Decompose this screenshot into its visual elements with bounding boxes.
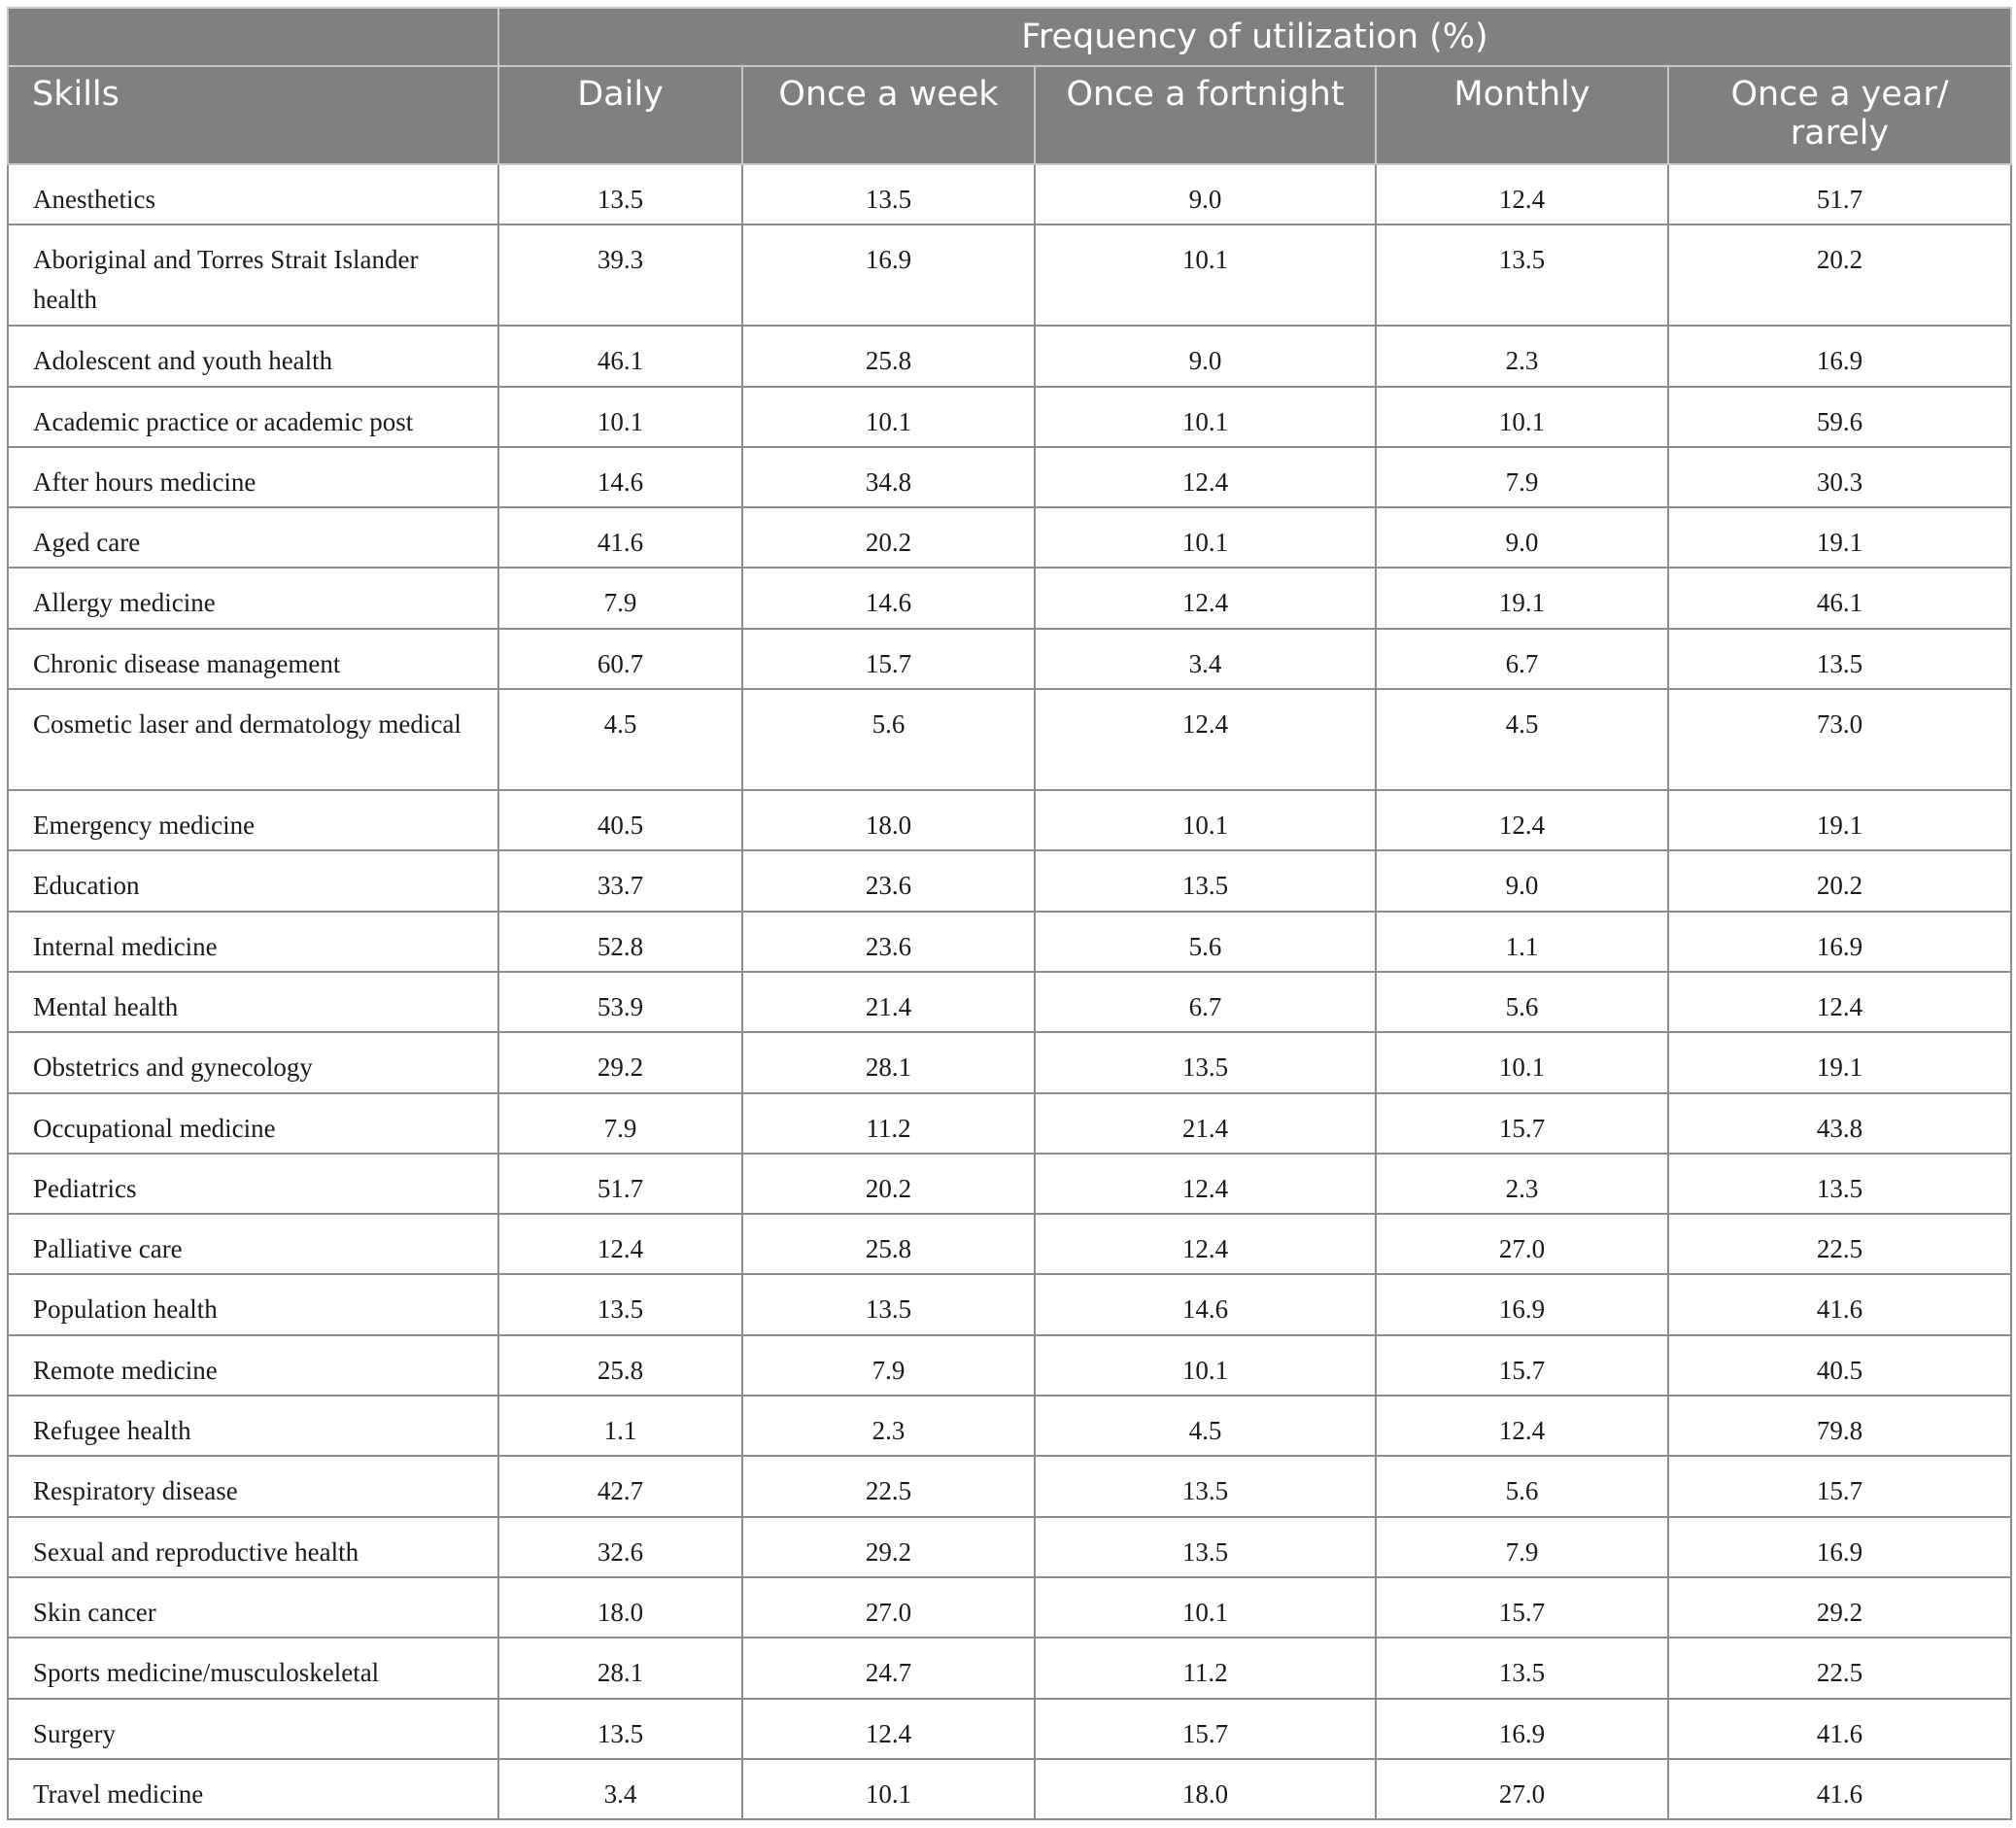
table-row	[8, 387, 2011, 447]
value-cell: 13.5	[742, 1274, 1035, 1334]
value-cell: 22.5	[1668, 1638, 2011, 1698]
value-cell: 34.8	[742, 447, 1035, 507]
value-cell: 20.2	[1668, 850, 2011, 911]
value-cell: 10.1	[1035, 507, 1376, 568]
value-cell: 32.6	[498, 1517, 742, 1577]
value-cell: 51.7	[498, 1154, 742, 1214]
skill-cell: Obstetrics and gynecology	[8, 1032, 498, 1092]
skill-cell: After hours medicine	[8, 447, 498, 507]
value-cell: 13.5	[1668, 1154, 2011, 1214]
value-cell: 12.4	[1376, 1396, 1668, 1456]
value-cell: 23.6	[742, 912, 1035, 972]
table-row	[8, 1577, 2011, 1638]
value-cell: 29.2	[742, 1517, 1035, 1577]
value-cell: 5.6	[1376, 1456, 1668, 1516]
table-row	[8, 972, 2011, 1032]
value-cell: 10.1	[1035, 1577, 1376, 1638]
value-cell: 3.4	[498, 1759, 742, 1819]
table-row	[8, 1154, 2011, 1214]
monthly-column-header: Monthly	[1376, 66, 1668, 164]
value-cell: 25.8	[742, 326, 1035, 386]
value-cell: 20.2	[742, 507, 1035, 568]
value-cell: 20.2	[1668, 224, 2011, 326]
value-cell: 18.0	[1035, 1759, 1376, 1819]
value-cell: 19.1	[1668, 1032, 2011, 1092]
value-cell: 16.9	[1376, 1699, 1668, 1759]
value-cell: 21.4	[1035, 1093, 1376, 1154]
value-cell: 9.0	[1035, 164, 1376, 224]
value-cell: 41.6	[1668, 1699, 2011, 1759]
value-cell: 12.4	[1376, 164, 1668, 224]
value-cell: 19.1	[1668, 507, 2011, 568]
value-cell: 7.9	[498, 1093, 742, 1154]
skill-cell: Anesthetics	[8, 164, 498, 224]
skill-cell: Skin cancer	[8, 1577, 498, 1638]
table-row	[8, 224, 2011, 326]
value-cell: 59.6	[1668, 387, 2011, 447]
value-cell: 7.9	[742, 1335, 1035, 1396]
value-cell: 22.5	[1668, 1214, 2011, 1274]
value-cell: 15.7	[1376, 1577, 1668, 1638]
value-cell: 7.9	[1376, 447, 1668, 507]
value-cell: 7.9	[1376, 1517, 1668, 1577]
frequency-group-header: Frequency of utilization (%)	[498, 8, 2011, 66]
value-cell: 12.4	[742, 1699, 1035, 1759]
value-cell: 2.3	[742, 1396, 1035, 1456]
value-cell: 53.9	[498, 972, 742, 1032]
table-row	[8, 1093, 2011, 1154]
value-cell: 2.3	[1376, 326, 1668, 386]
table-row	[8, 912, 2011, 972]
value-cell: 27.0	[742, 1577, 1035, 1638]
value-cell: 52.8	[498, 912, 742, 972]
value-cell: 18.0	[498, 1577, 742, 1638]
value-cell: 9.0	[1035, 326, 1376, 386]
table-row	[8, 326, 2011, 386]
value-cell: 42.7	[498, 1456, 742, 1516]
skill-cell: Adolescent and youth health	[8, 326, 498, 386]
value-cell: 27.0	[1376, 1214, 1668, 1274]
daily-column-header: Daily	[498, 66, 742, 164]
skill-cell: Aboriginal and Torres Strait Islander health	[8, 224, 498, 326]
value-cell: 10.1	[1035, 224, 1376, 326]
value-cell: 12.4	[1035, 447, 1376, 507]
table-row	[8, 629, 2011, 689]
skill-cell: Sexual and reproductive health	[8, 1517, 498, 1577]
value-cell: 25.8	[498, 1335, 742, 1396]
table-row	[8, 164, 2011, 224]
value-cell: 13.5	[1035, 1032, 1376, 1092]
table-row	[8, 1396, 2011, 1456]
skill-cell: Population health	[8, 1274, 498, 1334]
value-cell: 4.5	[498, 689, 742, 790]
table-row	[8, 850, 2011, 911]
value-cell: 24.7	[742, 1638, 1035, 1698]
value-cell: 28.1	[498, 1638, 742, 1698]
table-row	[8, 689, 2011, 790]
value-cell: 12.4	[498, 1214, 742, 1274]
value-cell: 13.5	[1376, 1638, 1668, 1698]
table-row	[8, 447, 2011, 507]
value-cell: 13.5	[1668, 629, 2011, 689]
table-row	[8, 507, 2011, 568]
skill-cell: Academic practice or academic post	[8, 387, 498, 447]
value-cell: 10.1	[742, 387, 1035, 447]
table-row	[8, 1335, 2011, 1396]
value-cell: 5.6	[1035, 912, 1376, 972]
value-cell: 79.8	[1668, 1396, 2011, 1456]
value-cell: 10.1	[498, 387, 742, 447]
value-cell: 10.1	[1376, 1032, 1668, 1092]
value-cell: 33.7	[498, 850, 742, 911]
value-cell: 10.1	[1376, 387, 1668, 447]
skill-cell: Mental health	[8, 972, 498, 1032]
value-cell: 12.4	[1376, 790, 1668, 850]
skill-cell: Chronic disease management	[8, 629, 498, 689]
skill-cell: Internal medicine	[8, 912, 498, 972]
value-cell: 6.7	[1376, 629, 1668, 689]
value-cell: 10.1	[1035, 387, 1376, 447]
table-row	[8, 790, 2011, 850]
value-cell: 23.6	[742, 850, 1035, 911]
skill-cell: Aged care	[8, 507, 498, 568]
value-cell: 30.3	[1668, 447, 2011, 507]
value-cell: 40.5	[498, 790, 742, 850]
table-row	[8, 1274, 2011, 1334]
group-header-row	[8, 8, 2011, 66]
value-cell: 15.7	[1668, 1456, 2011, 1516]
skill-cell: Refugee health	[8, 1396, 498, 1456]
value-cell: 2.3	[1376, 1154, 1668, 1214]
value-cell: 13.5	[498, 1699, 742, 1759]
value-cell: 16.9	[742, 224, 1035, 326]
value-cell: 19.1	[1376, 568, 1668, 628]
skill-cell: Emergency medicine	[8, 790, 498, 850]
skill-cell: Cosmetic laser and dermatology medical	[8, 689, 498, 790]
value-cell: 16.9	[1668, 1517, 2011, 1577]
value-cell: 13.5	[498, 164, 742, 224]
value-cell: 41.6	[1668, 1274, 2011, 1334]
once-a-week-column-header: Once a week	[742, 66, 1035, 164]
value-cell: 73.0	[1668, 689, 2011, 790]
once-a-year-column-header: Once a year/ rarely	[1668, 66, 2011, 164]
value-cell: 39.3	[498, 224, 742, 326]
value-cell: 13.5	[1035, 1517, 1376, 1577]
value-cell: 29.2	[1668, 1577, 2011, 1638]
value-cell: 15.7	[1376, 1335, 1668, 1396]
value-cell: 6.7	[1035, 972, 1376, 1032]
value-cell: 16.9	[1668, 326, 2011, 386]
value-cell: 15.7	[1376, 1093, 1668, 1154]
value-cell: 13.5	[1376, 224, 1668, 326]
value-cell: 5.6	[742, 689, 1035, 790]
value-cell: 13.5	[498, 1274, 742, 1334]
value-cell: 4.5	[1035, 1396, 1376, 1456]
value-cell: 10.1	[1035, 790, 1376, 850]
table-header	[8, 8, 2011, 164]
value-cell: 11.2	[1035, 1638, 1376, 1698]
value-cell: 13.5	[1035, 1456, 1376, 1516]
value-cell: 46.1	[498, 326, 742, 386]
value-cell: 12.4	[1035, 1214, 1376, 1274]
value-cell: 43.8	[1668, 1093, 2011, 1154]
value-cell: 16.9	[1668, 912, 2011, 972]
value-cell: 10.1	[1035, 1335, 1376, 1396]
table-row	[8, 1517, 2011, 1577]
value-cell: 22.5	[742, 1456, 1035, 1516]
value-cell: 12.4	[1035, 1154, 1376, 1214]
value-cell: 10.1	[742, 1759, 1035, 1819]
skill-cell: Education	[8, 850, 498, 911]
value-cell: 20.2	[742, 1154, 1035, 1214]
value-cell: 16.9	[1376, 1274, 1668, 1334]
value-cell: 11.2	[742, 1093, 1035, 1154]
skill-cell: Respiratory disease	[8, 1456, 498, 1516]
skills-column-header: Skills	[8, 66, 498, 164]
value-cell: 12.4	[1668, 972, 2011, 1032]
skill-cell: Remote medicine	[8, 1335, 498, 1396]
value-cell: 29.2	[498, 1032, 742, 1092]
table-row	[8, 1214, 2011, 1274]
table-body	[8, 164, 2011, 1819]
once-a-fortnight-column-header: Once a fortnight	[1035, 66, 1376, 164]
skill-cell: Travel medicine	[8, 1759, 498, 1819]
value-cell: 18.0	[742, 790, 1035, 850]
skill-cell: Pediatrics	[8, 1154, 498, 1214]
value-cell: 7.9	[498, 568, 742, 628]
table-row	[8, 568, 2011, 628]
value-cell: 15.7	[742, 629, 1035, 689]
skill-cell: Allergy medicine	[8, 568, 498, 628]
value-cell: 51.7	[1668, 164, 2011, 224]
value-cell: 4.5	[1376, 689, 1668, 790]
value-cell: 14.6	[742, 568, 1035, 628]
table-row	[8, 1032, 2011, 1092]
skill-cell: Palliative care	[8, 1214, 498, 1274]
value-cell: 25.8	[742, 1214, 1035, 1274]
value-cell: 41.6	[498, 507, 742, 568]
table-row	[8, 1699, 2011, 1759]
value-cell: 14.6	[498, 447, 742, 507]
column-header-row	[8, 66, 2011, 164]
value-cell: 21.4	[742, 972, 1035, 1032]
value-cell: 60.7	[498, 629, 742, 689]
value-cell: 9.0	[1376, 507, 1668, 568]
value-cell: 5.6	[1376, 972, 1668, 1032]
table-row	[8, 1638, 2011, 1698]
skills-frequency-table	[7, 7, 2012, 1820]
value-cell: 9.0	[1376, 850, 1668, 911]
skill-cell: Surgery	[8, 1699, 498, 1759]
value-cell: 46.1	[1668, 568, 2011, 628]
value-cell: 12.4	[1035, 689, 1376, 790]
value-cell: 41.6	[1668, 1759, 2011, 1819]
value-cell: 15.7	[1035, 1699, 1376, 1759]
table-row	[8, 1759, 2011, 1819]
value-cell: 14.6	[1035, 1274, 1376, 1334]
value-cell: 28.1	[742, 1032, 1035, 1092]
skill-cell: Sports medicine/musculoskeletal	[8, 1638, 498, 1698]
value-cell: 27.0	[1376, 1759, 1668, 1819]
value-cell: 1.1	[498, 1396, 742, 1456]
table-row	[8, 1456, 2011, 1516]
value-cell: 19.1	[1668, 790, 2011, 850]
value-cell: 40.5	[1668, 1335, 2011, 1396]
skill-cell: Occupational medicine	[8, 1093, 498, 1154]
blank-header-cell	[8, 8, 498, 66]
value-cell: 3.4	[1035, 629, 1376, 689]
value-cell: 12.4	[1035, 568, 1376, 628]
value-cell: 13.5	[742, 164, 1035, 224]
value-cell: 13.5	[1035, 850, 1376, 911]
value-cell: 1.1	[1376, 912, 1668, 972]
